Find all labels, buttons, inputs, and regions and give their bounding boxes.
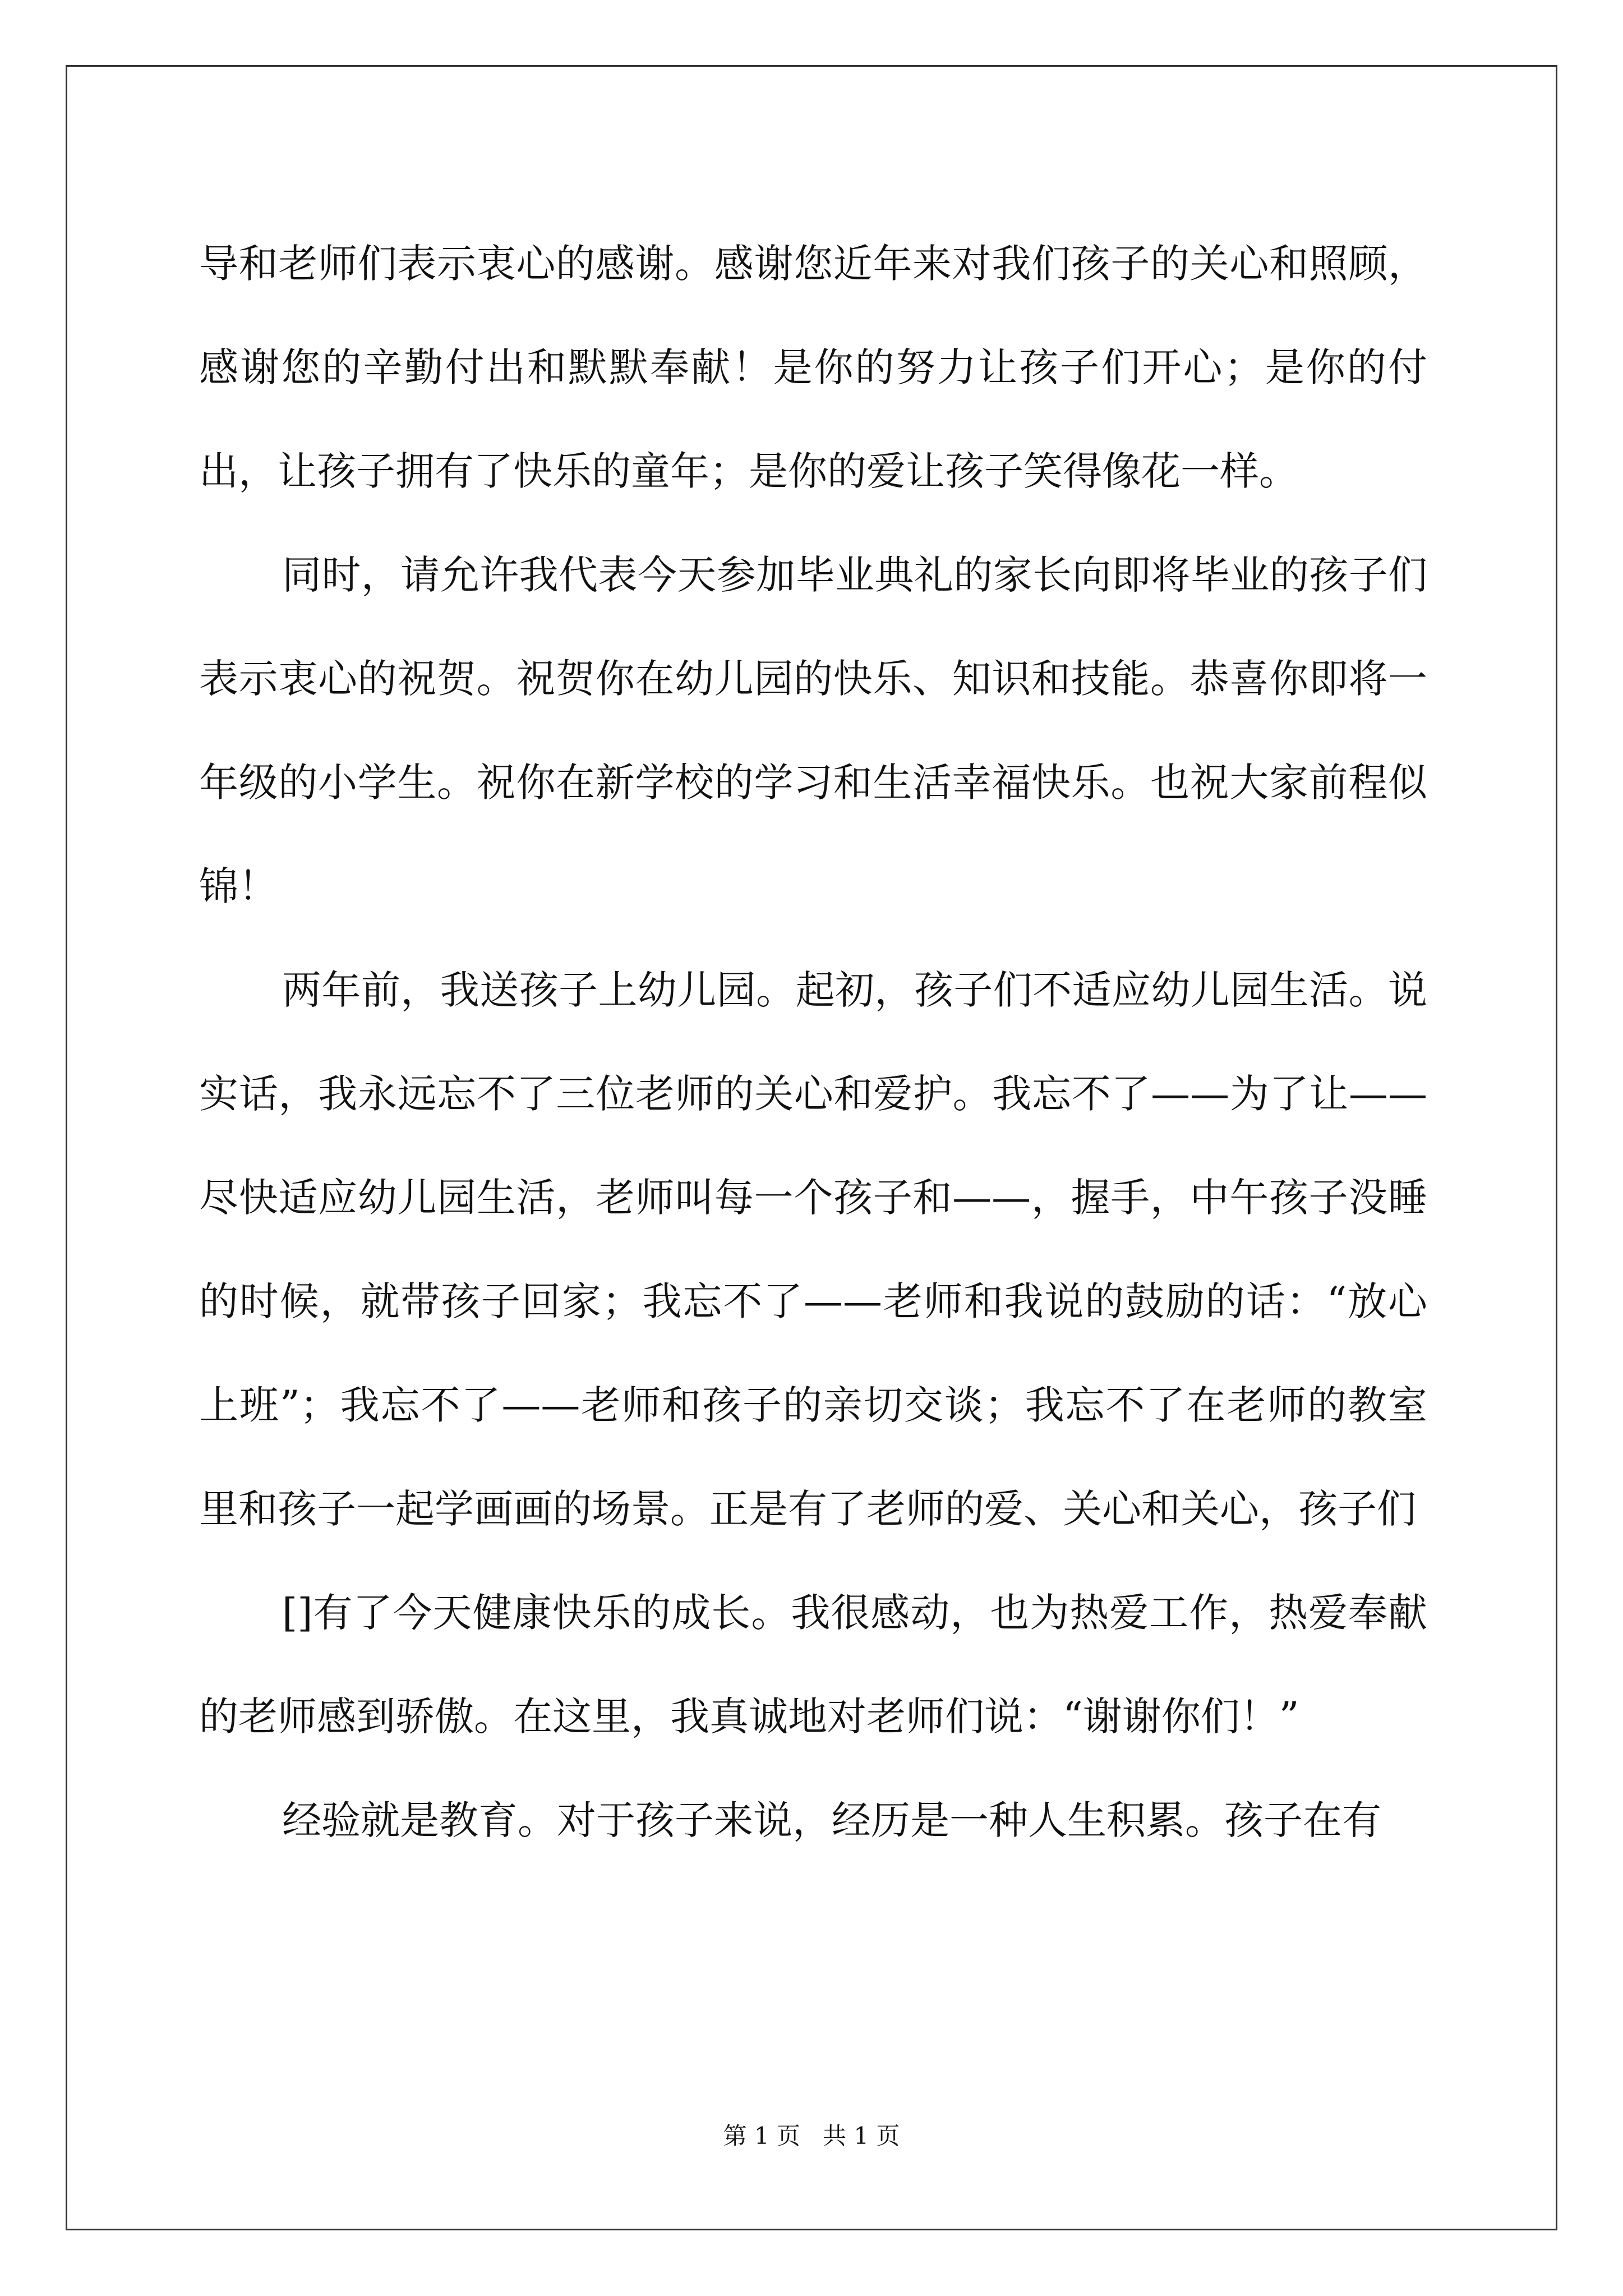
page-total: 共 1 页 <box>823 2122 900 2150</box>
document-body <box>199 212 1427 1872</box>
paragraph-2: 同时，请允许我代表今天参加毕业典礼的家长向即将毕业的孩子们表示衷心的祝贺。祝贺你在幼儿园的快乐、知识和技能。恭喜你即将一年级的小学生。祝你在新学校的学习和生活幸福快乐。也祝大家前程似锦！ <box>199 552 1427 909</box>
paragraph-5: 经验就是教育。对于孩子来说，经历是一种人生积累。孩子在有 <box>282 1797 1381 1843</box>
paragraph-4: []有了今天健康快乐的成长。我很感动，也为热爱工作，热爱奉献的老师感到骄傲。在这里，我真诚地对老师们说：“谢谢你们！” <box>199 1590 1427 1740</box>
page-footer <box>0 2119 1623 2153</box>
paragraph-1: 导和老师们表示衷心的感谢。感谢您近年来对我们孩子的关心和照顾，感谢您的辛勤付出和默默奉献！是你的努力让孩子们开心；是你的付出，让孩子拥有了快乐的童年；是你的爱让孩子笑得像花一样。 <box>199 241 1427 494</box>
page-number: 第 1 页 <box>723 2122 800 2150</box>
paragraph-3: 两年前，我送孩子上幼儿园。起初，孩子们不适应幼儿园生活。说实话，我永远忘不了三位老师的关心和爱护。我忘不了——为了让——尽快适应幼儿园生活，老师叫每一个孩子和——，握手，中午孩子没睡的时候，就带孩子回家；我忘不了——老师和我说的鼓励的话：“放心上班”；我忘不了——老师和孩子的亲切交谈；我忘不了在老师的教室里和孩子一起学画画的场景。正是有了老师的爱、关心和关心，孩子们 <box>199 967 1427 1532</box>
